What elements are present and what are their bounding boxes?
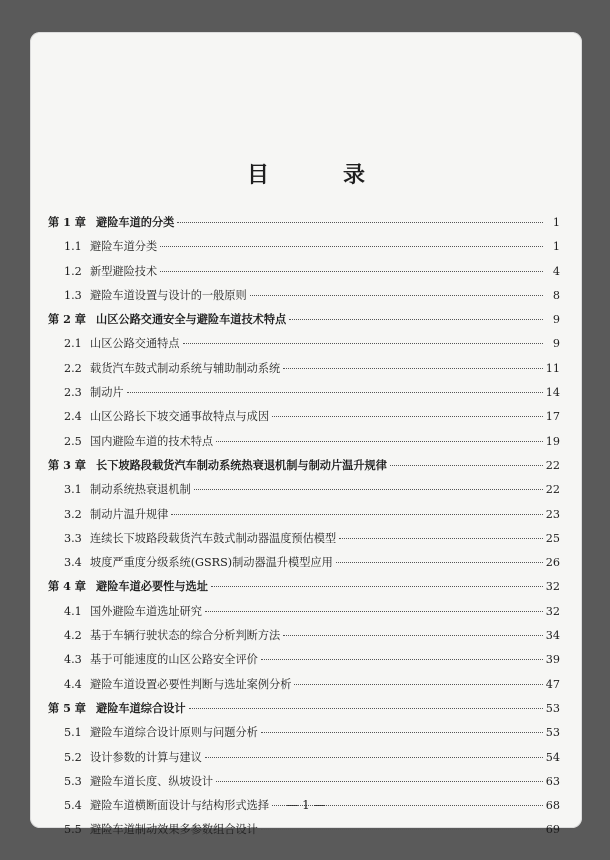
entry-page-number: 69 xyxy=(545,823,560,837)
entry-title: 避险车道制动效果多参数组合设计 xyxy=(90,823,258,837)
entry-number: 5.1 xyxy=(64,726,82,740)
toc-section-entry xyxy=(48,360,560,384)
entry-number: 4.2 xyxy=(64,629,82,643)
entry-title: 避险车道的分类 xyxy=(96,215,175,229)
leader-dots xyxy=(211,586,543,587)
toc-section-entry xyxy=(48,287,560,311)
entry-page-number: 19 xyxy=(545,434,560,448)
entry-page-number: 26 xyxy=(545,556,560,570)
leader-dots xyxy=(336,562,543,563)
entry-page-number: 68 xyxy=(545,799,560,813)
entry-number: 1.2 xyxy=(64,264,82,278)
entry-title: 避险车道设置必要性判断与选址案例分析 xyxy=(90,677,292,691)
entry-title: 制动片 xyxy=(90,386,124,400)
entry-title: 山区公路长下坡交通事故特点与成因 xyxy=(90,410,270,424)
entry-number: 第 3 章 xyxy=(48,457,86,472)
toc-chapter-entry xyxy=(48,578,560,602)
document-page xyxy=(30,32,582,837)
entry-title: 避险车道必要性与选址 xyxy=(96,579,208,594)
entry-title: 山区公路交通安全与避险车道技术特点 xyxy=(96,312,287,327)
entry-page-number: 1 xyxy=(552,216,560,229)
entry-title: 避险车道综合设计原则与问题分析 xyxy=(90,726,258,740)
entry-page-number: 53 xyxy=(545,701,560,715)
entry-number: 4.4 xyxy=(64,677,82,691)
entry-page-number: 34 xyxy=(545,629,560,643)
entry-page-number: 9 xyxy=(552,337,560,351)
entry-title: 新型避险技术 xyxy=(90,264,158,278)
toc-section-entry xyxy=(48,263,560,287)
entry-page-number: 9 xyxy=(552,313,560,327)
entry-title: 山区公路交通特点 xyxy=(90,337,180,351)
entry-number: 第 1 章 xyxy=(48,215,86,229)
toc-section-entry xyxy=(48,506,560,530)
entry-title: 国内避险车道的技术特点 xyxy=(90,434,214,448)
entry-number: 5.2 xyxy=(64,750,82,764)
leader-dots xyxy=(261,732,543,733)
leader-dots xyxy=(294,684,542,685)
leader-dots xyxy=(189,708,543,709)
entry-number: 5.4 xyxy=(64,799,82,813)
entry-title: 制动片温升规律 xyxy=(90,507,169,521)
entry-number: 2.2 xyxy=(64,361,82,375)
entry-number: 3.4 xyxy=(64,556,82,570)
leader-dots xyxy=(272,416,543,417)
entry-page-number: 47 xyxy=(545,677,560,691)
entry-number: 2.4 xyxy=(64,410,82,424)
entry-title: 基于车辆行驶状态的综合分析判断方法 xyxy=(90,629,281,643)
entry-page-number: 11 xyxy=(545,361,560,375)
entry-page-number: 8 xyxy=(552,288,560,302)
leader-dots xyxy=(160,246,543,247)
table-of-contents xyxy=(48,214,560,846)
entry-page-number: 53 xyxy=(545,726,560,740)
leader-dots xyxy=(390,465,543,466)
toc-chapter-entry xyxy=(48,457,560,481)
entry-number: 3.2 xyxy=(64,507,82,521)
leader-dots xyxy=(183,343,543,344)
entry-title: 避险车道分类 xyxy=(90,240,158,254)
entry-number: 3.1 xyxy=(64,483,82,497)
entry-title: 长下坡路段载货汽车制动系统热衰退机制与制动片温升规律 xyxy=(96,457,387,472)
entry-title: 国外避险车道选址研究 xyxy=(90,604,202,618)
toc-section-entry xyxy=(48,554,560,578)
leader-dots xyxy=(216,441,543,442)
toc-section-entry xyxy=(48,408,560,432)
entry-number: 4.3 xyxy=(64,653,82,667)
leader-dots xyxy=(205,611,543,612)
entry-number: 5.3 xyxy=(64,774,82,788)
entry-title: 连续长下坡路段载货汽车鼓式制动器温度预估模型 xyxy=(90,531,337,545)
entry-number: 第 2 章 xyxy=(48,312,86,327)
entry-number: 3.3 xyxy=(64,531,82,545)
entry-page-number: 32 xyxy=(545,604,560,618)
toc-section-entry xyxy=(48,238,560,262)
entry-page-number: 63 xyxy=(545,774,560,788)
entry-number: 2.3 xyxy=(64,386,82,400)
leader-dots xyxy=(283,368,543,369)
toc-chapter-entry xyxy=(48,214,560,238)
entry-page-number: 25 xyxy=(545,531,560,545)
toc-section-entry xyxy=(48,749,560,773)
entry-title: 制动系统热衰退机制 xyxy=(90,483,191,497)
leader-dots xyxy=(339,538,543,539)
entry-title: 避险车道横断面设计与结构形式选择 xyxy=(90,799,270,813)
entry-page-number: 4 xyxy=(552,264,560,278)
toc-section-entry xyxy=(48,651,560,675)
toc-section-entry xyxy=(48,433,560,457)
toc-chapter-entry xyxy=(48,311,560,335)
entry-title: 避险车道长度、纵坡设计 xyxy=(90,774,214,788)
entry-number: 1.1 xyxy=(64,240,82,254)
toc-chapter-entry xyxy=(48,700,560,724)
toc-section-entry xyxy=(48,676,560,700)
entry-page-number: 54 xyxy=(545,750,560,764)
leader-dots xyxy=(160,271,543,272)
toc-section-entry xyxy=(48,773,560,797)
entry-page-number: 22 xyxy=(545,483,560,497)
entry-page-number: 32 xyxy=(545,580,560,594)
entry-number: 1.3 xyxy=(64,288,82,302)
toc-section-entry xyxy=(48,335,560,359)
leader-dots xyxy=(171,514,542,515)
entry-page-number: 1 xyxy=(552,240,560,254)
page-title: 目 录 xyxy=(246,162,391,188)
toc-section-entry xyxy=(48,821,560,845)
entry-number: 2.1 xyxy=(64,337,82,351)
entry-page-number: 14 xyxy=(545,386,560,400)
entry-title: 载货汽车鼓式制动系统与辅助制动系统 xyxy=(90,361,281,375)
entry-number: 第 5 章 xyxy=(48,700,86,715)
leader-dots xyxy=(289,319,543,320)
leader-dots xyxy=(177,222,543,223)
leader-dots xyxy=(261,659,543,660)
entry-title: 基于可能速度的山区公路安全评价 xyxy=(90,653,258,667)
entry-number: 5.5 xyxy=(64,823,82,837)
toc-section-entry xyxy=(48,627,560,651)
entry-title: 避险车道设置与设计的一般原则 xyxy=(90,288,247,302)
toc-section-entry xyxy=(48,603,560,627)
leader-dots xyxy=(194,489,543,490)
leader-dots xyxy=(127,392,543,393)
entry-title: 设计参数的计算与建议 xyxy=(90,750,202,764)
leader-dots xyxy=(261,829,543,830)
toc-section-entry xyxy=(48,481,560,505)
leader-dots xyxy=(205,757,543,758)
page-number: — 1 — xyxy=(286,798,326,812)
entry-page-number: 39 xyxy=(545,653,560,667)
entry-title: 避险车道综合设计 xyxy=(96,700,186,715)
entry-page-number: 22 xyxy=(545,458,560,472)
entry-page-number: 23 xyxy=(545,507,560,521)
entry-title: 坡度严重度分级系统(GSRS)制动器温升模型应用 xyxy=(90,556,333,570)
entry-number: 2.5 xyxy=(64,434,82,448)
toc-section-entry xyxy=(48,384,560,408)
leader-dots xyxy=(216,781,543,782)
entry-number: 第 4 章 xyxy=(48,579,86,594)
leader-dots xyxy=(250,295,543,296)
toc-section-entry xyxy=(48,530,560,554)
entry-number: 4.1 xyxy=(64,604,82,618)
toc-section-entry xyxy=(48,724,560,748)
leader-dots xyxy=(283,635,543,636)
entry-page-number: 17 xyxy=(545,410,560,424)
